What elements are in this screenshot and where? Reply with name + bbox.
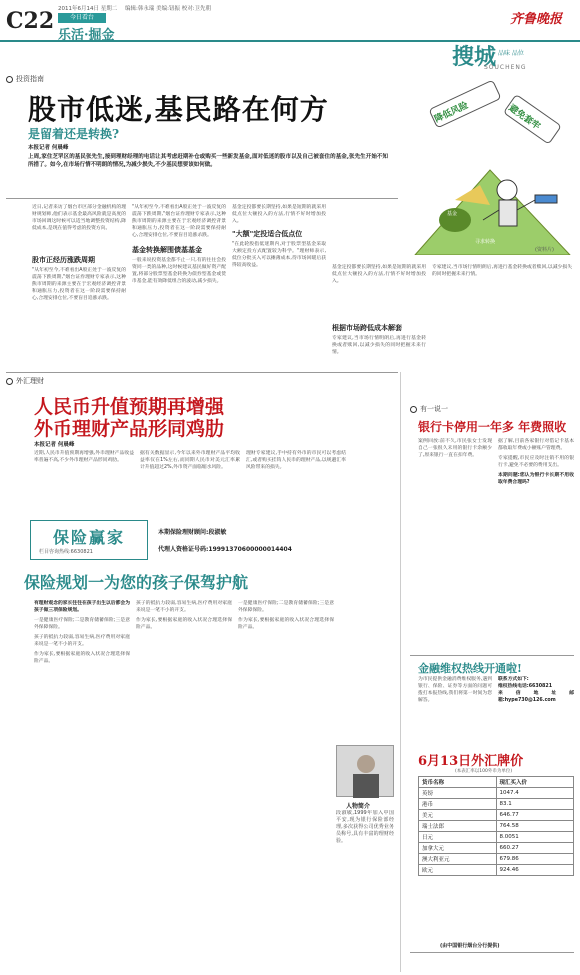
fx-row: 港币 83.1 — [419, 799, 574, 810]
tag-investment: 投资指南 — [6, 74, 44, 84]
article3-col3: 一是健康医疗保险;二是教育储蓄保险;三是意外保障保险。 作为家长,要根据家庭的收入状况合理选择保险产品。 — [238, 601, 334, 630]
article1-col5: 专家建议,当市场行情明朗后,再进行基金转换或者赎回,以减少损失的同时把握未来行情。 — [432, 265, 572, 277]
ad-license: 代理人资格证号码:19991370600000014404 — [158, 546, 292, 553]
hotline-title: 金融维权热线开通啦! — [418, 662, 522, 675]
article1-byline: 本报记者 何晨峰 — [28, 145, 69, 151]
fx-table — [418, 776, 574, 876]
author-title: 人物简介 — [346, 803, 371, 810]
author-bio: 段淑敏,1999年加入中国平安,现为银行保险部经理,多次获得公司优秀业务员称号,具有丰富的理财经验。 — [336, 810, 394, 844]
article2-col2: 据有关数据显示,今年以来外币理财产品平均收益率仅在1%左右,而同期人民币对美元汇率累计升值超过2%,外币资产面临缩水风险。 — [140, 451, 240, 470]
fx-row: 英镑 1047.4 — [419, 788, 574, 799]
article1-col4: 基金定投都要长期坚持,如果是短期的就采用低点位大额投入的方法,行情不好时增加投入。 根据市场跨低成本解套 专家建议,当市场行情明朗后,再进行基金转换或者赎回,以减少损失的同时把握未来行情。 — [332, 265, 426, 355]
article2-col3: 理财专家建议,手中持有外币的市民可以考虑结汇,或者购买挂钩人民币的理财产品,以规避汇率风险带来的损失。 — [246, 451, 346, 470]
article4-col2: 据了解,目前各家银行对借记卡基本都收取年费或小额账户管理费。 专家提醒,市民应及时注销不用的银行卡,避免不必要的费用支出。 本期问题:您认为银行卡长期不用收取年费合理吗? — [498, 439, 574, 485]
fx-row: 加拿大元 660.27 — [419, 843, 574, 854]
tag-opinion: 有一说一 — [410, 404, 448, 414]
illustration: 降低风险 避免套牢 基金 寻求转换 (资料片) — [395, 80, 575, 255]
page-number: C22 — [6, 8, 55, 34]
fx-header-row: 货币名称 现汇买入价 — [419, 777, 574, 788]
fx-unit: (本表汇率以100外币为单位) — [455, 769, 513, 774]
article4-col1: 案例回放:前不久,市民张女士发现自己一张很久未用的银行卡余额少了,原来银行一直在扣年费。 — [418, 439, 492, 458]
article1-col2: "从年初至今,不难看出A股正处于一波反复的震荡下跌周期,"烟台证券理财专家表示,这种熊市周期的来源主要在于宏观经济调控背景和通胀压力,投资者在这一阶段需要保持耐心,合理安排仓位,不要盲目追涨杀跌。 基金转换解围债基基金 一般来说投资基金都不止一只,有的往往会投资同一类的品种,这时候建议基民做好资产配置,将部分股票型基金转换为债券型基金或货币基金,能有效降低组合的波动,减少损失。 — [132, 205, 226, 284]
article1-col3: 基金定投都要长期坚持,如果是短期的就采用低点位大额投入的方法,行情不好时增加投入。 "大额"定投适合低点位 "在此轮股指低迷期内,对于股票型基金采取大额定投方式配置较为科学。"理财师表示,低位分批买入可以摊薄成本,待市场回暖后获得较高收益。 — [232, 205, 326, 268]
insurance-ad: 保险赢家 栏目咨询热线:6630821 — [30, 520, 148, 560]
hotline-body: 为市民提供金融消费维权服务,遇到银行、保险、证券等方面的问题可拨打本报热线,我们将第一时间为您解答。 — [418, 677, 492, 703]
editor-line: 编辑:韩永瑞 美编:钮振 校对:卫先朝 — [125, 6, 212, 12]
article1-subtitle: 是留着还是转换? — [28, 127, 120, 141]
fx-row: 美元 646.77 — [419, 810, 574, 821]
article2-title-1: 人民币升值预期再增强 — [34, 396, 225, 418]
channel-logo: 搜城 品味 品位 SOUCHENG — [452, 44, 527, 71]
article3-col2: 孩子的抵抗力较弱,容易生病,医疗费用对家庭来说是一笔不小的开支。 作为家长,要根据家庭的收入状况合理选择保险产品。 — [136, 601, 232, 630]
article2-byline: 本报记者 何晨峰 — [34, 442, 75, 448]
article4-title: 银行卡停用一年多 年费照收 — [418, 420, 567, 434]
article2-title-2: 外币理财产品形同鸡肋 — [34, 418, 225, 440]
fx-row: 日元 8.0051 — [419, 832, 574, 843]
fx-title: 6月13日外汇牌价 — [418, 754, 524, 769]
article1-lead: 上周,家住芝罘区的基民张先生,接到理财经理的电话让其考虑赶期补仓或购买一些新发基金,面对低迷的股市以及自己被套住的基金,张先生开始不知所措了。如今,在市场行情不明朗的情况,为减少损失,不少基民想要该如何做。 — [28, 154, 388, 168]
fx-source: (由中国银行烟台分行提供) — [440, 943, 500, 949]
section-title: 乐活·掘金 — [58, 28, 115, 43]
ad-consultant: 本期保险理财顾问:段淑敏 — [158, 529, 227, 536]
investor-cartoon-icon — [395, 80, 575, 255]
author-photo — [336, 745, 394, 797]
hotline-contact: 联系方式如下: 维权热线电话:6630821 来信地址邮箱:hype730@126.com — [498, 677, 574, 703]
fx-row: 瑞士法郎 764.58 — [419, 821, 574, 832]
circle-icon — [410, 406, 417, 413]
today-tab[interactable]: 今日看台 — [58, 13, 106, 23]
paper-logo: 齐鲁晚报 — [510, 12, 563, 27]
article1-col1: 近日,记者来访了烟台市区部分金融机构的理财规划师,他们表示基金最高风险就是高度的市场回调这时候可以适当地调整投资结构,降低成本,是现在值得考虑的投资方向。 股市正经历涨跌周期 "从年初至今,不难看出A股正处于一波反复的震荡下跌周期,"烟台证券理财专家表示,这种熊市周期的来源主要在于宏观经济调控背景和通胀压力,投资者在这一阶段需要保持耐心,合理安排仓位,不要盲目追涨杀跌。 — [32, 205, 126, 301]
issue-date: 2011年6月14日 星期二 — [58, 6, 118, 12]
fx-row: 澳大利亚元 679.86 — [419, 854, 574, 865]
fx-row: 欧元 924.46 — [419, 865, 574, 876]
article3-col1: 有理财观念的家长往往在孩子出生以后都会为孩子做三项保险规划。 一是健康医疗保险;二是教育储蓄保险;三是意外保障保险。 孩子的抵抗力较弱,容易生病,医疗费用对家庭来说是一笔不小的开支。 作为家长,要根据家庭的收入状况合理选择保险产品。 — [34, 601, 130, 664]
article1-title: 股市低迷,基民路在何方 — [28, 93, 329, 126]
circle-icon — [6, 76, 13, 83]
tag-forex: 外汇理财 — [6, 376, 44, 386]
article2-col1: 近期,人民币升值预期再增强,外币理财产品收益率普遍不高,不少外币理财产品形同鸡肋。 — [34, 451, 134, 463]
circle-icon — [6, 378, 13, 385]
article3-title: 保险规划一为您的孩子保驾护航 — [24, 573, 249, 592]
